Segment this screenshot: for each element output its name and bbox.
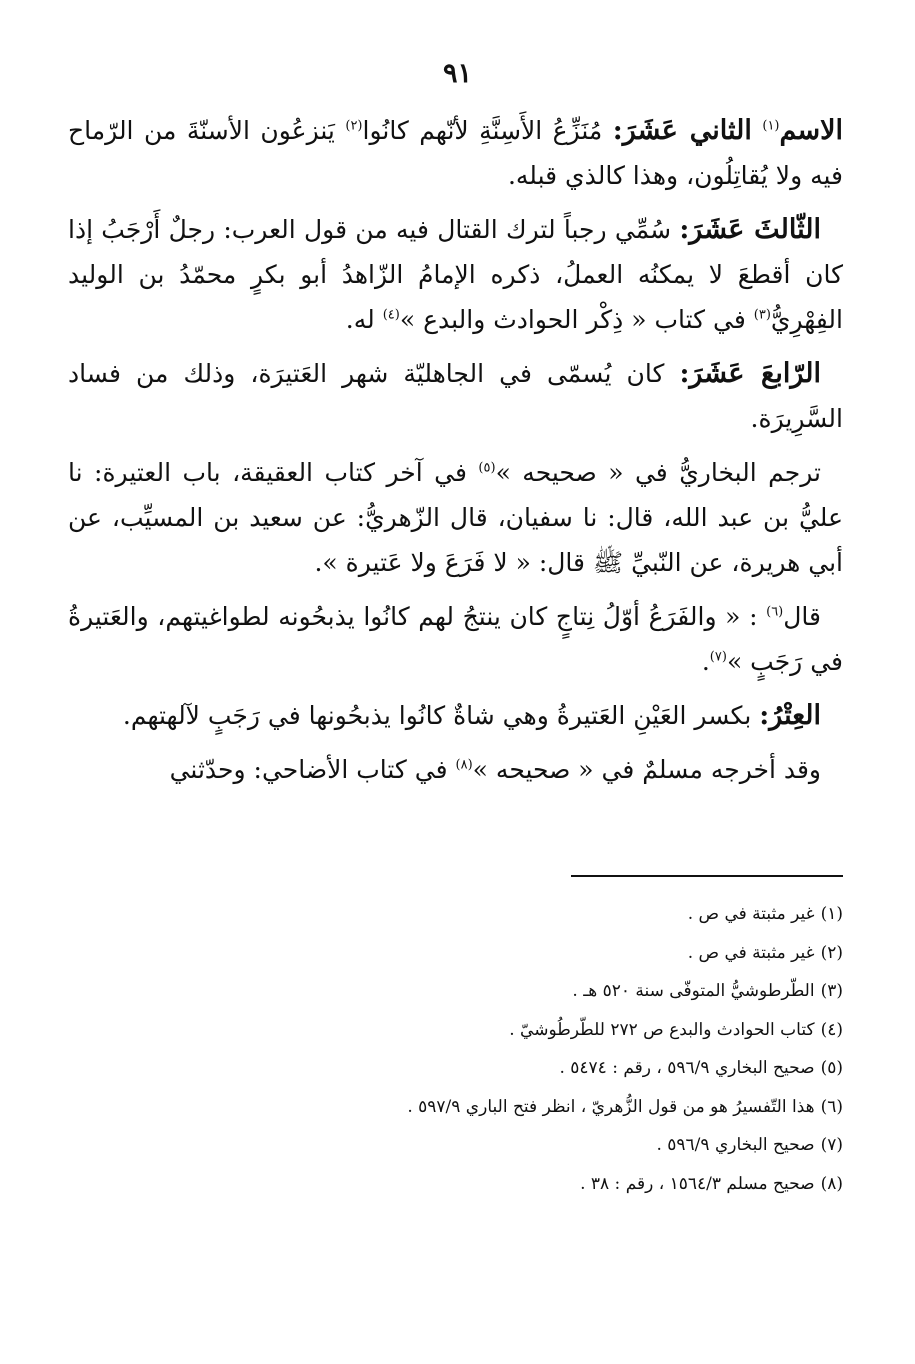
footnote-number: (٦) xyxy=(820,1096,843,1117)
footnote-item xyxy=(68,1049,843,1088)
footnote-number: (٤) xyxy=(820,1019,843,1040)
footnote-item xyxy=(68,1165,843,1204)
footnote-ref[interactable]: (٢) xyxy=(345,118,363,134)
paragraph-qala xyxy=(68,594,843,684)
footnote-item xyxy=(68,934,843,973)
footnote-item xyxy=(68,895,843,934)
footnote-text: صحيح البخاري ٥٩٦/٩ ، رقم : ٥٤٧٤ . xyxy=(559,1058,815,1078)
paragraph-name-13 xyxy=(68,207,843,342)
paragraph-name-12 xyxy=(68,108,843,198)
paragraph-heading: العِتْرُ: xyxy=(759,700,821,731)
paragraph-text: قال xyxy=(783,602,821,631)
footnote-item xyxy=(68,1011,843,1050)
paragraph-text: سُمِّي رجباً لترك القتال فيه من قول العرب: رجلٌ أَرْجَبُ إذا كان أقطعَ لا يمكنُه العملُ، ذكره الإمامُ الزّاهدُ أبو بكرٍ محمّدُ بن الوليد الفِهْرِيُّ xyxy=(68,215,843,334)
footnote-number: (٥) xyxy=(820,1058,843,1078)
paragraph-heading: الثّالثَ عَشَرَ: xyxy=(679,214,821,245)
footnote-number: (٨) xyxy=(820,1173,843,1194)
paragraph-name-14 xyxy=(68,351,843,441)
footnote-number: (١) xyxy=(820,904,843,924)
footnote-ref[interactable]: (٥) xyxy=(478,460,496,476)
main-text xyxy=(68,108,843,801)
paragraph-text: : « والفَرَعُ أوّلُ نِتاجٍ كان ينتجُ لهم كانُوا يذبحُونه لطواغيتهم، والعَتيرةُ في رَجَبٍ » xyxy=(68,602,843,676)
page-number: ٩١ xyxy=(442,58,472,89)
paragraph-text: في كتاب « ذِكْر الحوادث والبدع » xyxy=(399,305,746,334)
paragraph-itr xyxy=(68,693,843,738)
footnote-text: غير مثبتة في ص . xyxy=(687,904,815,924)
footnote-text: هذا التّفسيرُ هو من قول الزُّهريّ ، انظر فتح الباري ٥٩٧/٩ . xyxy=(407,1096,815,1117)
paragraph-text: كان يُسمّى في الجاهليّة شهر العَتيرَة، وذلك من فساد السَّرِيرَة. xyxy=(68,359,843,433)
paragraph-muslim xyxy=(68,747,843,792)
paragraph-text: يَنزعُون الأسنّةَ من الرّماح فيه ولا يُقاتِلُون، وهذا كالذي قبله. xyxy=(68,116,843,190)
paragraph-text: وقد أخرجه مسلمٌ في « صحيحه » xyxy=(472,755,821,784)
footnote-text: الطّرطوشيُّ المتوفّى سنة ٥٢٠ هـ . xyxy=(572,981,815,1001)
footnote-ref[interactable]: (١) xyxy=(762,118,780,134)
footnote-text: غير مثبتة في ص . xyxy=(687,942,815,963)
footnote-ref[interactable]: (٤) xyxy=(382,307,400,323)
paragraph-heading-ordinal: الثاني عَشَرَ: xyxy=(612,115,752,146)
footnote-text: كتاب الحوادث والبدع ص ٢٧٢ للطّرطُوشيّ . xyxy=(509,1019,815,1040)
paragraph-bukhari xyxy=(68,450,843,585)
paragraph-text: في كتاب الأضاحي: وحدّثني xyxy=(169,755,448,784)
paragraph-text: ترجم البخاريُّ في « صحيحه » xyxy=(495,458,822,487)
paragraph-text: له. xyxy=(345,305,375,334)
footnote-separator xyxy=(571,875,843,877)
footnote-item xyxy=(68,1088,843,1127)
footnote-ref[interactable]: (٦) xyxy=(766,604,784,620)
footnote-number: (٢) xyxy=(820,942,843,963)
paragraph-text: . xyxy=(701,647,710,676)
footnote-number: (٣) xyxy=(820,981,843,1001)
footnote-text: صحيح البخاري ٥٩٦/٩ . xyxy=(656,1135,815,1155)
paragraph-text: في آخر كتاب العقيقة، باب العتيرة: نا عليُّ بن عبد الله، قال: نا سفيان، قال الزّهريُّ: عن سعيد بن المسيِّب، عن أبي هريرة، عن النّبيِّ ﷺ قال: « لا فَرَعَ ولا عَتيرة ». xyxy=(68,458,843,577)
footnote-item xyxy=(68,1126,843,1165)
footnote-number: (٧) xyxy=(820,1135,843,1155)
paragraph-heading: الاسم xyxy=(779,115,843,146)
footnotes-list xyxy=(68,895,843,1203)
footnote-ref[interactable]: (٧) xyxy=(709,649,727,665)
footnote-ref[interactable]: (٨) xyxy=(455,757,473,773)
paragraph-heading: الرّابعَ عَشَرَ: xyxy=(679,358,821,389)
footnote-item xyxy=(68,972,843,1011)
footnote-ref[interactable]: (٣) xyxy=(753,307,771,323)
footnote-text: صحيح مسلم ١٥٦٤/٣ ، رقم : ٣٨ . xyxy=(580,1173,815,1194)
paragraph-text: بكسر العَيْنِ العَتيرةُ وهي شاةٌ كانُوا يذبحُونها في رَجَبٍ لآلهتهم. xyxy=(122,701,752,730)
paragraph-text: مُنَزِّعُ الأَسِنَّةِ لأنّهم كانُوا xyxy=(362,116,603,145)
